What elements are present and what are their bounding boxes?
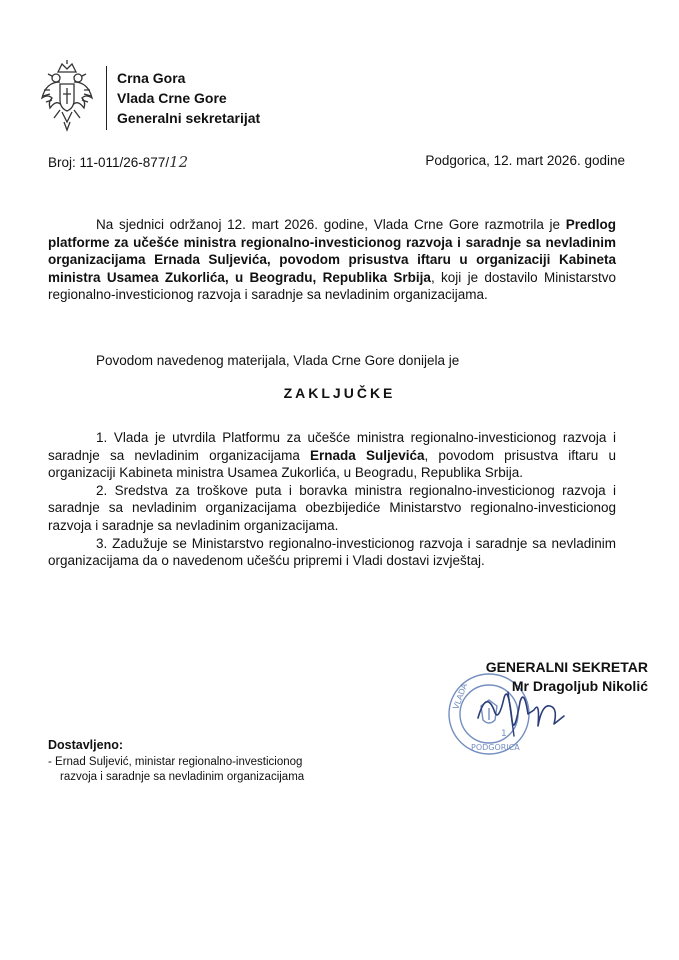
conclusions-list (48, 429, 616, 570)
intro-paragraph (48, 216, 616, 304)
reference-number (48, 153, 188, 171)
signatory-name: Mr Dragoljub Nikolić (511, 678, 648, 694)
povodom-text: Povodom navedenog materijala, Vlada Crne Gore donijela je (96, 353, 460, 368)
reference-number-prefix: Broj: 11-011/26-877/ (48, 155, 170, 170)
conclusion-1-text-b: , povodom prisustva iftaru u organizaciji Kabineta ministra Usamea Zukorlića, u Beogradu, Republika Srbija. (48, 447, 616, 481)
distribution-recipient-line-2: razvoja i saradnje sa nevladinim organizacijama (60, 771, 305, 783)
header-government: Vlada Crne Gore (117, 90, 227, 106)
conclusion-1-bold-name: Ernada Suljevića (310, 447, 425, 463)
distribution-label: Dostavljeno: (48, 738, 124, 752)
signatory-title: GENERALNI SEKRETAR (485, 659, 648, 675)
distribution-recipient-line-1: - Ernad Suljević, ministar regionalno-investicionog (48, 756, 303, 768)
handwritten-signature-icon (468, 680, 578, 742)
conclusions-heading: ZAKLJUČKE (283, 385, 396, 401)
header-divider (106, 66, 107, 130)
stamp-text-top: VLADA (451, 682, 470, 711)
stamp-number: 1 (501, 729, 507, 739)
conclusion-item-1 (48, 429, 616, 482)
povodom-paragraph (48, 352, 616, 370)
header-secretariat: Generalni sekretarijat (117, 110, 261, 126)
intro-text-2: , koji je dostavilo Ministarstvo regionalno-investicionog razvoja i saradnje sa nevladinim organizacijama. (48, 269, 616, 303)
header-country: Crna Gora (117, 70, 186, 86)
institution-header (117, 68, 260, 128)
conclusion-item-2: 2. Sredstva za troškove puta i boravka ministra regionalno-investicionog razvoja i saradnje sa nevladinim organizacijama obezbijediće Ministarstvo regionalno-investicionog razvoja i saradnje sa nevladinim organizacijama. (48, 482, 616, 533)
reference-number-handwritten: 12 (169, 153, 189, 171)
distribution-list (48, 738, 304, 785)
intro-bold-title: Predlog platforme za učešće ministra regionalno-investicionog razvoja i saradnje sa nevladinim organizacijama Ernada Suljevića, povodom prisustva iftaru u organizaciji Kabineta ministra Usamea Zukorlića, u Beogradu, Republika Srbija (48, 217, 616, 285)
place-date: Podgorica, 12. mart 2026. godine (425, 153, 625, 168)
conclusion-1-text-a: 1. Vlada je utvrdila Platformu za učešće ministra regionalno-investicionog razvoja i saradnje sa nevladinim organizacijama (48, 430, 616, 463)
montenegro-coat-of-arms-icon (38, 60, 96, 132)
stamp-text-bottom: PODGORICA (471, 743, 520, 752)
conclusion-item-3: 3. Zadužuje se Ministarstvo regionalno-investicionog razvoja i saradnje sa nevladinim organizacijama da o navedenom učešću pripremi i Vladi dostavi izvještaj. (48, 535, 616, 569)
intro-text-1: Na sjednici održanoj 12. mart 2026. godine, Vlada Crne Gore razmotrila je (96, 217, 566, 232)
